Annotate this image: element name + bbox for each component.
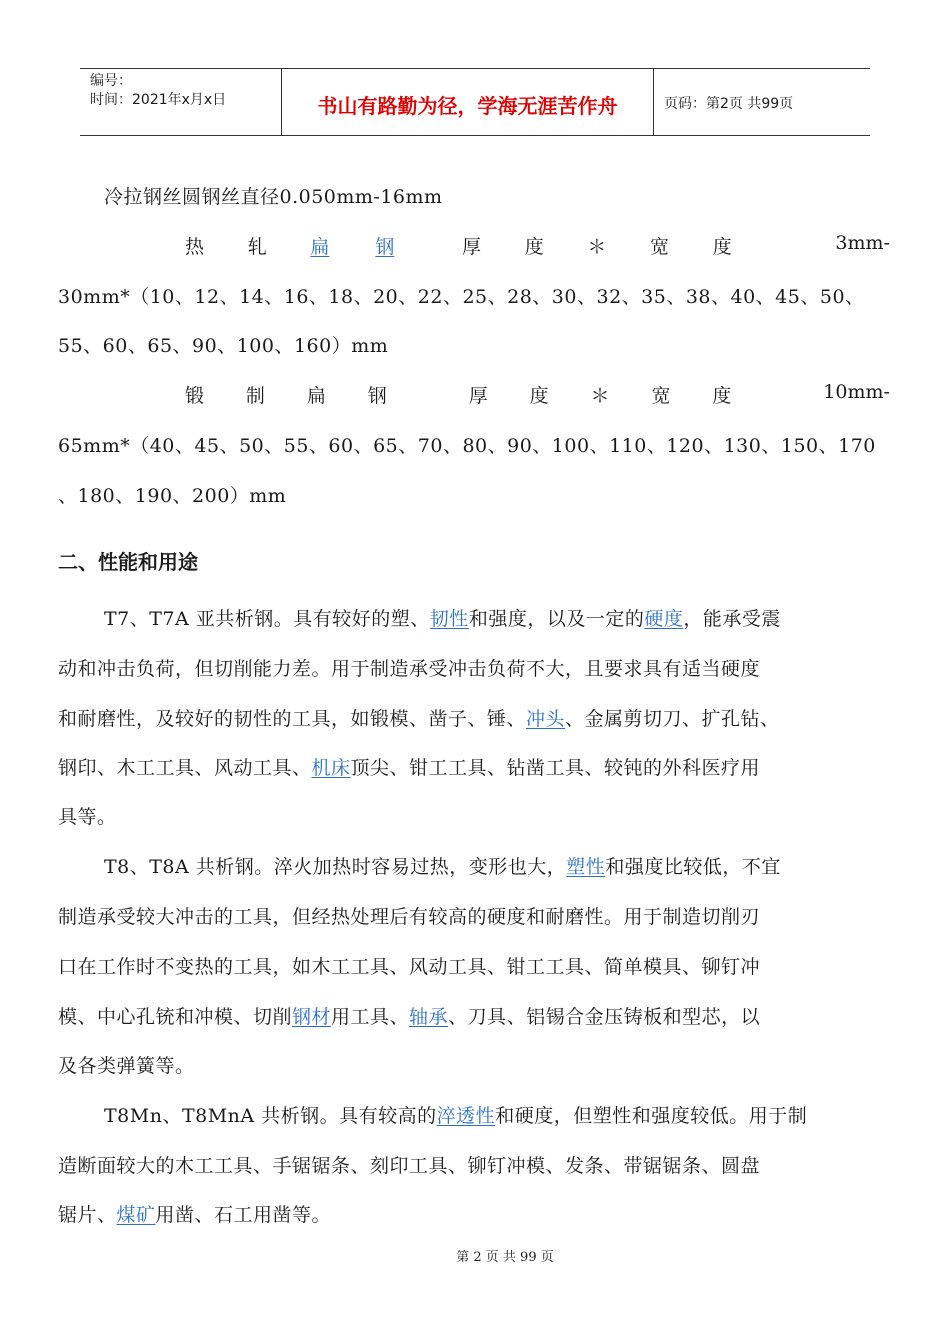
p3-line-3: 锯片、煤矿用凿、石工用凿等。 <box>58 1204 332 1226</box>
text-line-hot-rolled: 热 轧 扁 钢 厚 度 ＊ 宽 度 3mm- <box>185 232 890 258</box>
p1-line-1: T7、T7A 亚共析钢。具有较好的塑、韧性和强度，以及一定的硬度，能承受震 <box>104 608 781 630</box>
date-label: 时间：2021年x月x日 <box>90 92 227 108</box>
plasticity-link[interactable]: 塑性 <box>566 856 606 878</box>
p2-line-1: T8、T8A 共析钢。淬火加热时容易过热，变形也大，塑性和强度比较低，不宜 <box>104 856 781 878</box>
text-line-sizes-3: 65mm*（40、45、50、55、60、65、70、80、90、100、110、120、130、150、170 <box>58 435 876 457</box>
header-page-info: 页码：第2页 共99页 <box>664 96 794 112</box>
p2-line-2: 制造承受较大冲击的工具，但经热处理后有较高的硬度和耐磨性。用于制造切削刃 <box>58 906 761 928</box>
hardness-link[interactable]: 硬度 <box>644 608 684 630</box>
machine-tool-link[interactable]: 机床 <box>311 757 351 779</box>
p1-line-3: 和耐磨性，及较好的韧性的工具，如锻模、凿子、锤、冲头、金属剪切刀、扩孔钻、 <box>58 708 780 730</box>
p3-line-1: T8Mn、T8MnA 共析钢。具有较高的淬透性和硬度，但塑性和强度较低。用于制 <box>104 1105 808 1127</box>
p2-line-3: 口在工作时不变热的工具，如木工工具、风动工具、钳工工具、简单模具、铆钉冲 <box>58 956 761 978</box>
page-footer: 第 2 页 共 99 页 <box>456 1250 554 1265</box>
p3-line-2: 造断面较大的木工工具、手锯锯条、刻印工具、铆钉冲模、发条、带锯锯条、圆盘 <box>58 1155 761 1177</box>
toughness-link[interactable]: 韧性 <box>429 608 469 630</box>
p1-line-2: 动和冲击负荷，但切削能力差。用于制造承受冲击负荷不大，且要求具有适当硬度 <box>58 658 761 680</box>
p1-line-5: 具等。 <box>58 806 117 828</box>
section-heading: 二、性能和用途 <box>58 550 198 574</box>
header-meta-cell <box>80 69 282 135</box>
p1-line-4: 钢印、木工工具、风动工具、机床顶尖、钳工工具、钻凿工具、较钝的外科医疗用 <box>58 757 761 779</box>
p2-line-5: 及各类弹簧等。 <box>58 1055 195 1077</box>
hardenability-link[interactable]: 淬透性 <box>436 1105 496 1127</box>
text-line-sizes-2: 55、60、65、90、100、160）mm <box>58 335 389 357</box>
flat-steel-link[interactable]: 扁 钢 <box>310 236 395 258</box>
header-motto: 书山有路勤为径，学海无涯苦作舟 <box>282 69 654 135</box>
punch-link[interactable]: 冲头 <box>526 708 566 730</box>
number-label: 编号： <box>90 73 132 89</box>
text-line-forged: 锻 制 扁 钢 厚 度 ＊ 宽 度 10mm- <box>185 381 890 407</box>
text-line-sizes-4: 、180、190、200）mm <box>58 485 287 507</box>
steel-material-link[interactable]: 钢材 <box>292 1006 332 1028</box>
bearing-link[interactable]: 轴承 <box>409 1006 449 1028</box>
header-table <box>80 68 870 136</box>
coal-mine-link[interactable]: 煤矿 <box>116 1204 156 1226</box>
text-line-sizes-1: 30mm*（10、12、14、16、18、20、22、25、28、30、32、35、38、40、45、50、 <box>58 286 865 308</box>
p2-line-4: 模、中心孔铳和冲模、切削钢材用工具、轴承、刀具、铝锡合金压铸板和型芯，以 <box>58 1006 761 1028</box>
text-line-wire: 冷拉钢丝圆钢丝直径0.050mm-16mm <box>104 186 443 208</box>
